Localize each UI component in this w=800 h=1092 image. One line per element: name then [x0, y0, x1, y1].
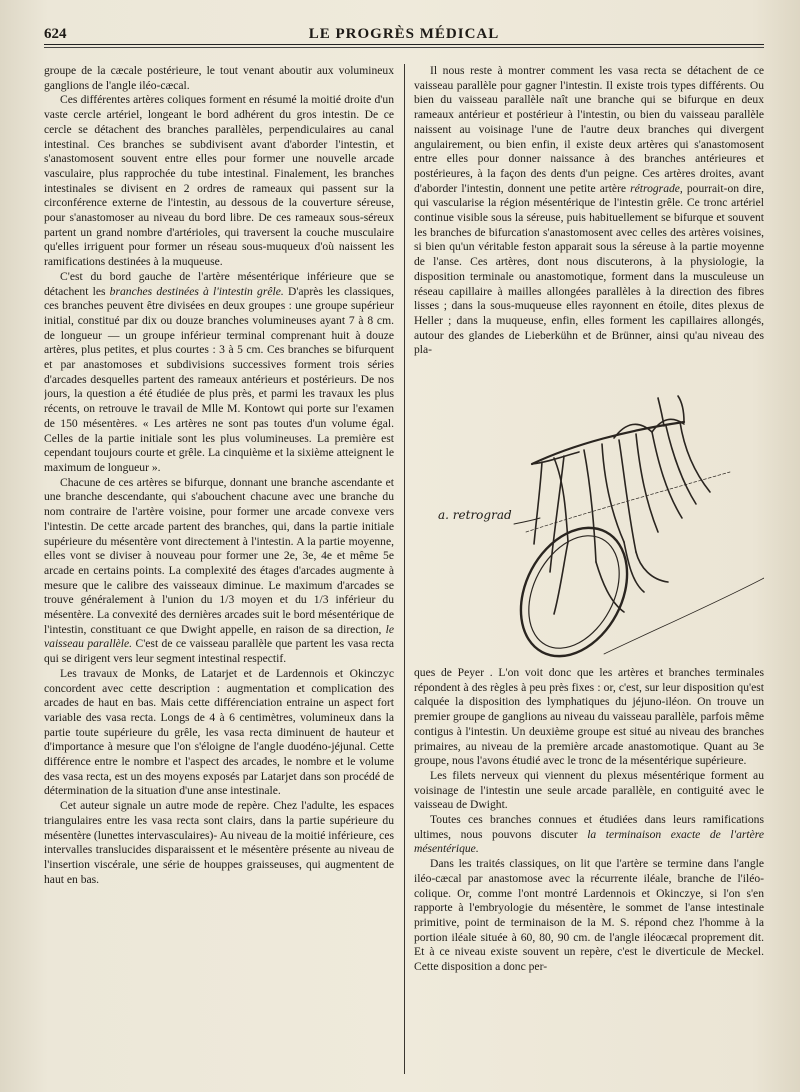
- text-run: C'est du bord gauche de l'artère mésentérique inférieure que se détachent les: [44, 269, 394, 298]
- paragraph: Les travaux de Monks, de Latarjet et de Lardennois et Okinczyc concordent avec cette description : augmentation et complication des arcades de haut en bas. Mais cette différenciation entraine un aspect fort variable des vasa recta. Longs de 4 à 6 centimètres, volumineux dans la partie toute supérieure du grêle, les vasa recta diminuent de hauteur et d'importance à mesure que l'on s'éloigne de l'angle duodéno-jéjunal. Cette différence entre le nombre et l'aspect des arcades, le nombre et le volume des vasa recta, est un des moyens exposés par Latarjet dans son procédé de détermination de la situation d'une anse intestinale.: [44, 666, 394, 798]
- figure-drawing: [414, 392, 764, 664]
- italic-text: branches destinées à l'intestin grêle.: [109, 284, 284, 298]
- journal-title: LE PROGRÈS MÉDICAL: [308, 26, 500, 42]
- page-header: [44, 20, 764, 46]
- text-run: pourrait-on dire, qui vascularise la région mésentérique de l'intestin grêle. Ce tronc artériel continue visible sous la séreuse, puis habituellement se bifurque et souvent les branches de bifurcation s'anastomosent avec celles des artères voisines, si bien qu'un véritable feston apparait sous la séreuse à la partie moyenne de l'anse. Ces artères, dont nous discuterons, à la physiologie, la disposition terminale ou anastomotique, forment dans la musculeuse un réseau capillaire à mailles allongées parallèles à la direction des fibres lisses ; dans la sous-muqueuse elles rayonnent en étoile, dites plexus de Heller ; dans la muqueuse, enfin, elles forment les capillaires allongés, autour des glandes de Lieberkühn et de Brünner, ainsi qu'au niveau des pla-: [414, 181, 764, 357]
- page-number: 624: [44, 26, 67, 42]
- paragraph: [414, 813, 764, 857]
- paragraph: ques de Peyer . L'on voit donc que les artères et branches terminales répondent à des règles à peu près fixes : or, c'est, sur leur disposition qu'est calquée la disposition des lymphatiques du jéjuno-iléon. On trouve un premier groupe de ganglions au niveau du vaisseau parallèle, parfois même contigus à l'intestin. Un deuxième groupe est situé au niveau des branches primaires, au niveau de la première arcade anastomotique. Quant au 3e groupe, nous l'avons étudié avec le tronc de la mésentérique supérieure.: [414, 666, 764, 768]
- paragraph: groupe de la cæcale postérieure, le tout venant aboutir aux volumineux ganglions de l'angle iléo-cæcal.: [44, 64, 394, 92]
- figure-label: a. retrograd: [438, 508, 512, 522]
- right-column-bottom: [414, 666, 764, 1076]
- vascular-figure: [414, 392, 764, 664]
- paragraph: [414, 64, 764, 358]
- paragraph: Ces différentes artères coliques forment en résumé la moitié droite d'un vaste cercle artériel, longeant le bord adhérent du gros intestin. De ce cercle se détachent des branches parallèles, perpendiculaires au canal intestinal. Ces branches se subdivisent avant d'aborder l'intestin, et s'anastomosent souvent entre elles pour former une nouvelle arcade vasculaire, plus rapprochée du tube intestinal. Finalement, les branches intestinales se divisent en 2 ordres de rameaux qui passent sur la circonférence externe de l'intestin, au dessous de la couverture séreuse, pour s'anastomoser au niveau du bord libre. De ces rameaux sous-séreux partent un grand nombre d'artérioles, qui traversent la couche musculaire qu'elles irriguent pour former un réseau sous-muqueux d'où naissent les ramifications destinées à la muqueuse.: [44, 93, 394, 269]
- text-run: Toutes ces branches connues et étudiées dans leurs ramifications ultimes, nous pouvons discuter: [414, 813, 764, 841]
- paragraph: [44, 270, 394, 476]
- text-run: D'après les classiques, ces branches peuvent être divisées en deux groupes : une groupe supérieur initial, constitué par dix ou douze branches volumineuses ayant 7 à 8 cm. de longueur — un groupe inférieur terminal comprenant huit à douze artères, plus petites, et plus courtes : 3 à 5 cm. Ces branches se bifurquent et par anastomoses et subdivisions successives forment trois séries d'arcades desquelles partent des rameaux antérieurs et postérieurs. De nos jours, la question a été étudiée de plus près, et parmi les travaux les plus récents, on retrouve le travail de Mlle M. Kontowt qui porte sur l'examen de 150 mésentères. « Les artères ne sont pas toutes d'un volume égal. Celles de la partie initiale sont les plus volumineuses. La première est cependant toujours courte et grêle. La cinquième et la sixième atteignent le maximum de longueur ».: [44, 284, 394, 474]
- text-run: C'est de ce vaisseau parallèle que partent les vasa recta qui se dirigent vers leur segment intestinal respectif.: [44, 637, 394, 666]
- paragraph: Cet auteur signale un autre mode de repère. Chez l'adulte, les espaces triangulaires entre les vasa recta sont clairs, dans la partie supérieure du mésentère (lunettes intervasculaires)- Au niveau de la moitié inférieure, ces intervalles translucides disparaissent et le mésentère présente au niveau de l'insertion viscérale, une série de houppes graisseuses, qui augmentent de haut en bas.: [44, 799, 394, 886]
- italic-text: rétrograde,: [630, 181, 683, 195]
- paragraph: Dans les traités classiques, on lit que l'artère se termine dans l'angle iléo-cæcal par anastomose avec la récurrente iléale, branche de l'iléo-colique. Or, comme l'ont montré Lardennois et Okinczye, si l'on s'en rapporte à l'embryologie du mésentère, le sommet de l'anse intestinale primitive, point de terminaison de la M. S. répond chez l'homme à la portion iléale située à 60, 80, 90 cm. de l'angle iléocæcal proprement dit. Et à ce niveau existe souvent un repère, c'est le diverticule de Meckel. Cette disposition a donc per-: [414, 857, 764, 974]
- right-column-top: [414, 64, 764, 394]
- left-column: [44, 64, 394, 1074]
- italic-text: le vaisseau parallèle.: [44, 622, 394, 651]
- header-rule: [44, 44, 764, 45]
- text-run: Chacune de ces artères se bifurque, donnant une branche ascendante et une branche descendante, qui s'abouchent chacune avec une branche du nom contraire de l'artère voisine, pour former une arcade convexe vers l'intestin. De cette arcade partent des branches, qui, dans la partie initiale supérieure du mésentère vont directement à l'intestin. A la partie moyenne, elles vont se diviser à nouveau pour former une 2e, 3e, 4e et même 5e arcade en certains points. La complexité des étages d'arcades augmente à mesure que le calibre des vaisseaux diminue. Le maximum d'arcades se trouve généralement à l'union du 1/3 moyen et du 1/3 inférieur du mésentère. La convexité des dernières arcades suit le bord mésentérique de l'intestin, constituant ce que Dwight appelle, en raison de sa direction,: [44, 475, 394, 636]
- paragraph: [44, 476, 394, 667]
- paragraph: Les filets nerveux qui viennent du plexus mésentérique forment au voisinage de l'intestin une seule arcade parallèle, en contiguité avec le vaisseau de Dwight.: [414, 768, 764, 812]
- text-run: Il nous reste à montrer comment les vasa recta se détachent de ce vaisseau parallèle pour gagner l'intestin. Il existe trois types différents. Ou bien du vaisseau parallèle naît une branche qui se bifurque en deux rameaux antérieur et postérieur à l'intestin, ou bien du vaisseau parallèle naissent au voisinage l'une de l'autre deux branches qui divergent angulairement, ou bien enfin, il existe deux artères qui s'anastomosent entre elles pour donner naissance à des branches antérieures et postérieures, à la façon des dents d'un peigne. Ces artères droites, avant d'aborder l'intestin, donnent une petite artère: [414, 64, 764, 195]
- column-divider: [404, 64, 405, 1074]
- header-rule-thin: [44, 47, 764, 48]
- italic-text: la terminaison exacte de l'artère mésentérique.: [414, 827, 764, 856]
